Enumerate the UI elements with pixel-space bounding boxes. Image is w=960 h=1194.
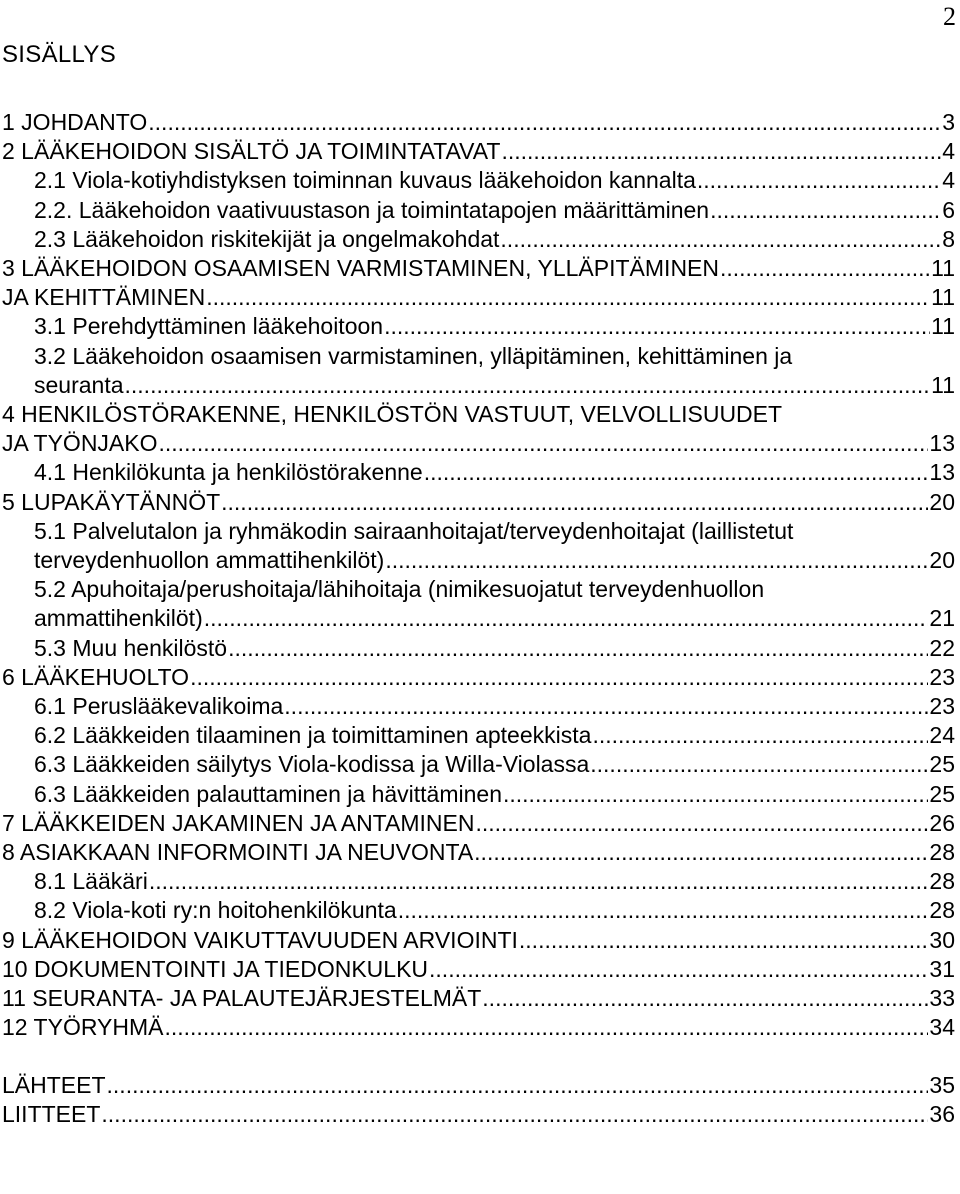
- toc-entry-page: 3: [942, 109, 955, 135]
- dot-leader: [164, 1013, 928, 1042]
- dot-leader: [474, 838, 928, 867]
- toc-entry-page: 20: [929, 488, 955, 515]
- toc-entry-page: 4: [942, 167, 955, 194]
- toc-entry-4-1[interactable]: [2, 458, 955, 487]
- toc-entry-johdanto[interactable]: [2, 108, 955, 137]
- toc-heading: SISÄLLYS: [2, 41, 117, 68]
- toc-entry-page: 28: [929, 868, 955, 895]
- toc-entry-page: 11: [931, 284, 955, 311]
- toc-entry-title: 6 LÄÄKEHUOLTO: [2, 663, 190, 690]
- toc-entry-title: 6.3 Lääkkeiden palauttaminen ja hävittäminen: [34, 780, 502, 807]
- toc-entry-ja-kehittaminen[interactable]: [2, 283, 955, 312]
- toc-entry-lupakaytannot[interactable]: [2, 488, 955, 517]
- dot-leader: [697, 166, 941, 195]
- dot-leader: [482, 984, 928, 1013]
- toc-entry-page: 6: [942, 196, 955, 223]
- toc-entry-5-3[interactable]: [2, 634, 955, 663]
- toc-entry-title: 8.1 Lääkäri: [34, 868, 148, 895]
- toc-entry-page: 26: [929, 809, 955, 836]
- toc-entry-page: 31: [929, 955, 955, 982]
- table-of-contents: [2, 108, 955, 1129]
- toc-entry-title: 2.2. Lääkehoidon vaativuustason ja toimintatapojen määrittäminen: [34, 196, 710, 223]
- dot-leader: [107, 1071, 929, 1100]
- dot-leader: [125, 371, 931, 400]
- toc-entry-title: 6.3 Lääkkeiden säilytys Viola-kodissa ja Willa-Violassa: [34, 751, 590, 778]
- dot-leader: [475, 809, 928, 838]
- toc-entry-6-3-palauttaminen[interactable]: [2, 780, 955, 809]
- toc-entry-title: ammattihenkilöt): [34, 605, 203, 632]
- toc-entry-3-2[interactable]: [2, 371, 955, 400]
- toc-entry-jakaminen[interactable]: [2, 809, 955, 838]
- toc-entry-page: 13: [929, 459, 955, 486]
- toc-entry-title: 12 TYÖRYHMÄ: [2, 1014, 164, 1041]
- toc-entry-title: 8.2 Viola-koti ry:n hoitohenkilökunta: [34, 897, 397, 924]
- toc-entry-3-2-line1[interactable]: 3.2 Lääkehoidon osaamisen varmistaminen, ylläpitäminen, kehittäminen ja: [34, 342, 793, 369]
- toc-entry-2-3[interactable]: [2, 225, 955, 254]
- toc-entry-5-2-line1[interactable]: 5.2 Apuhoitaja/perushoitaja/lähihoitaja (nimikesuojatut terveydenhuollon: [34, 576, 765, 603]
- toc-entry-title: 2.1 Viola-kotiyhdistyksen toiminnan kuvaus lääkehoidon kannalta: [34, 167, 696, 194]
- toc-entry-page: 21: [929, 605, 955, 632]
- toc-entry-title: LIITTEET: [2, 1100, 101, 1127]
- toc-entry-8-2[interactable]: [2, 896, 955, 925]
- dot-leader: [228, 634, 928, 663]
- toc-entry-title: 3.1 Perehdyttäminen lääkehoitoon: [34, 313, 384, 340]
- toc-entry-title: 11 SEURANTA- JA PALAUTEJÄRJESTELMÄT: [2, 985, 482, 1012]
- toc-entry-page: 33: [929, 985, 955, 1012]
- dot-leader: [519, 926, 929, 955]
- toc-entry-title: 4.1 Henkilökunta ja henkilöstörakenne: [34, 459, 423, 486]
- toc-entry-2-2[interactable]: [2, 196, 955, 225]
- toc-entry-page: 20: [929, 547, 955, 574]
- dot-leader: [148, 108, 941, 137]
- dot-leader: [503, 780, 928, 809]
- toc-entry-title: 3 LÄÄKEHOIDON OSAAMISEN VARMISTAMINEN, YLLÄPITÄMINEN: [2, 255, 719, 282]
- toc-entry-title: 6.1 Peruslääkevalikoima: [34, 693, 284, 720]
- toc-entry-page: 13: [929, 430, 955, 457]
- toc-entry-tyoryhma[interactable]: [2, 1013, 955, 1042]
- toc-entry-laakehoidon-sisalto[interactable]: [2, 137, 955, 166]
- toc-entry-dokumentointi[interactable]: [2, 955, 955, 984]
- toc-entry-5-1[interactable]: [2, 546, 955, 575]
- toc-entry-page: 35: [929, 1071, 955, 1098]
- toc-entry-title: 2 LÄÄKEHOIDON SISÄLTÖ JA TOIMINTATAVAT: [2, 138, 501, 165]
- toc-entry-page: 23: [929, 663, 955, 690]
- toc-entry-lahteet[interactable]: [2, 1071, 955, 1100]
- toc-entry-page: 30: [929, 926, 955, 953]
- toc-entry-title: 2.3 Lääkehoidon riskitekijät ja ongelmakohdat: [34, 225, 500, 252]
- toc-entry-page: 22: [929, 634, 955, 661]
- toc-entry-page: 11: [931, 313, 955, 340]
- toc-entry-6-1[interactable]: [2, 692, 955, 721]
- toc-entry-henkilostorakenne-line1[interactable]: 4 HENKILÖSTÖRAKENNE, HENKILÖSTÖN VASTUUT, VELVOLLISUUDET: [2, 401, 783, 428]
- dot-leader: [385, 546, 928, 575]
- toc-entry-title: 7 LÄÄKKEIDEN JAKAMINEN JA ANTAMINEN: [2, 809, 475, 836]
- toc-entry-title: 1 JOHDANTO: [2, 109, 148, 135]
- dot-leader: [590, 750, 928, 779]
- toc-entry-vaikuttavuus[interactable]: [2, 926, 955, 955]
- toc-entry-title: LÄHTEET: [2, 1071, 106, 1098]
- dot-leader: [424, 458, 929, 487]
- toc-entry-page: 34: [929, 1014, 955, 1041]
- dot-leader: [720, 254, 930, 283]
- dot-leader: [384, 312, 930, 341]
- toc-entry-title: seuranta: [34, 371, 124, 398]
- toc-entry-page: 28: [929, 897, 955, 924]
- toc-entry-seuranta[interactable]: [2, 984, 955, 1013]
- toc-entry-liitteet[interactable]: [2, 1100, 955, 1129]
- dot-leader: [398, 896, 929, 925]
- dot-leader: [500, 225, 941, 254]
- dot-leader: [159, 429, 929, 458]
- dot-leader: [221, 488, 928, 517]
- dot-leader: [284, 692, 928, 721]
- toc-entry-page: 24: [929, 722, 955, 749]
- toc-entry-2-1[interactable]: [2, 166, 955, 195]
- toc-entry-8-1[interactable]: [2, 867, 955, 896]
- toc-entry-6-3-sailytys[interactable]: [2, 750, 955, 779]
- dot-leader: [429, 955, 928, 984]
- toc-entry-page: 11: [931, 255, 955, 282]
- dot-leader: [204, 604, 929, 633]
- page-number: 2: [943, 2, 956, 31]
- toc-entry-3-1[interactable]: [2, 312, 955, 341]
- toc-entry-page: 8: [942, 225, 955, 252]
- toc-entry-title: JA KEHITTÄMINEN: [2, 284, 206, 311]
- dot-leader: [710, 196, 941, 225]
- toc-entry-page: 4: [942, 138, 955, 165]
- dot-leader: [501, 137, 941, 166]
- dot-leader: [592, 721, 928, 750]
- toc-entry-title: 5 LUPAKÄYTÄNNÖT: [2, 488, 221, 515]
- dot-leader: [206, 283, 930, 312]
- toc-entry-henkilostorakenne[interactable]: [2, 429, 955, 458]
- toc-entry-page: 28: [929, 839, 955, 866]
- toc-entry-title: 10 DOKUMENTOINTI JA TIEDONKULKU: [2, 955, 429, 982]
- toc-entry-title: terveydenhuollon ammattihenkilöt): [34, 547, 385, 574]
- dot-leader: [149, 867, 929, 896]
- toc-entry-5-2[interactable]: [2, 604, 955, 633]
- toc-entry-6-2[interactable]: [2, 721, 955, 750]
- toc-entry-page: 11: [931, 371, 955, 398]
- toc-entry-laakehuolto[interactable]: [2, 663, 955, 692]
- toc-entry-page: 36: [929, 1100, 955, 1127]
- toc-entry-osaamisen-varmistaminen[interactable]: [2, 254, 955, 283]
- toc-entry-page: 23: [929, 693, 955, 720]
- toc-entry-page: 25: [929, 751, 955, 778]
- toc-entry-5-1-line1[interactable]: 5.1 Palvelutalon ja ryhmäkodin sairaanhoitajat/terveydenhoitajat (laillistetut: [34, 517, 794, 544]
- toc-entry-title: 8 ASIAKKAAN INFORMOINTI JA NEUVONTA: [2, 839, 474, 866]
- toc-entry-title: JA TYÖNJAKO: [2, 430, 158, 457]
- dot-leader: [101, 1100, 928, 1129]
- toc-entry-informointi[interactable]: [2, 838, 955, 867]
- toc-entry-title: 9 LÄÄKEHOIDON VAIKUTTAVUUDEN ARVIOINTI: [2, 926, 518, 953]
- toc-entry-page: 25: [929, 780, 955, 807]
- toc-entry-title: 5.3 Muu henkilöstö: [34, 634, 228, 661]
- toc-entry-title: 6.2 Lääkkeiden tilaaminen ja toimittaminen apteekkista: [34, 722, 592, 749]
- dot-leader: [190, 663, 928, 692]
